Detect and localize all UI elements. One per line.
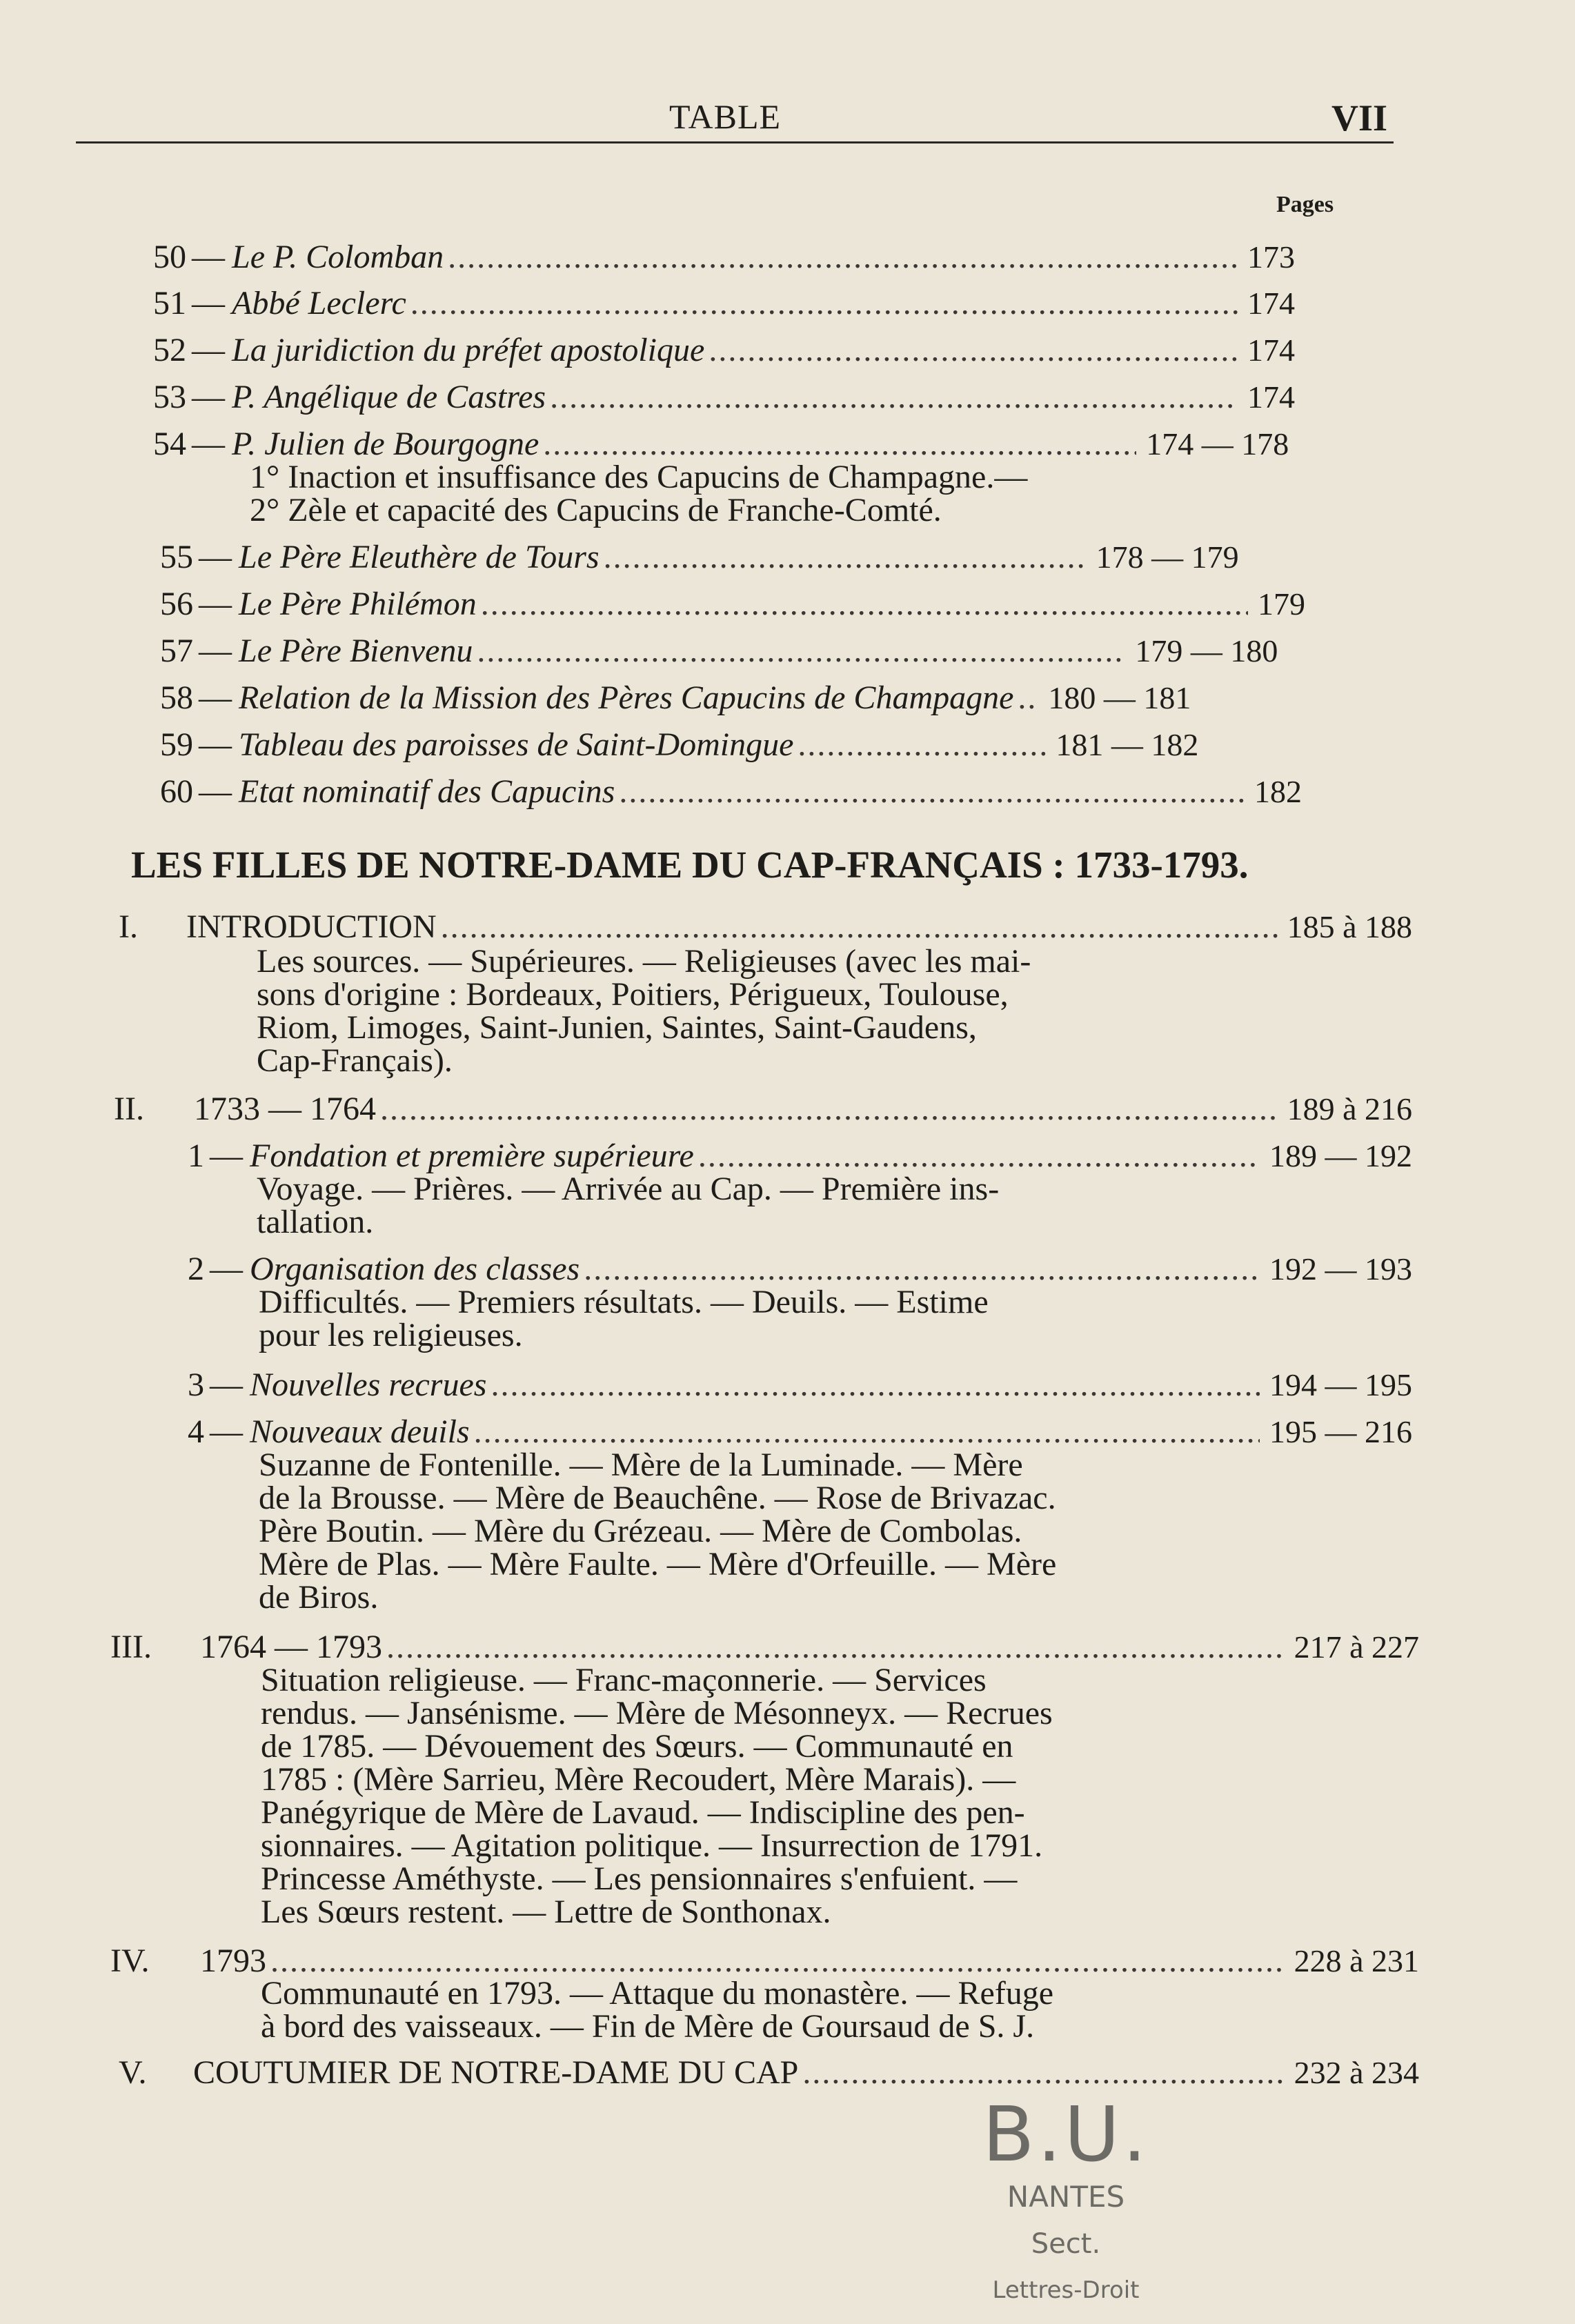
toc-entry-50: 50 — Le P. Colomban ..... 173 [153,238,1295,276]
entry-title: P. Julien de Bourgogne [232,426,539,462]
part-roman-numeral: V. [119,2054,147,2091]
entry-title: Abbé Leclerc [232,285,406,321]
detail-line: Père Boutin. — Mère du Grézeau. — Mère de Combolas. [259,1513,1022,1549]
detail-line: 1785 : (Mère Sarrieu, Mère Recoudert, Mère Marais). — [261,1761,1016,1798]
part-roman-numeral: III. [110,1629,152,1665]
entry-pages: 179 [1258,586,1305,622]
entry-number: 3 [188,1367,204,1403]
detail-line: Suzanne de Fontenille. — Mère de la Luminade. — Mère [259,1447,1023,1483]
part-2-item-1: 1 — Fondation et première supérieure ..... 189 — 192 [188,1137,1412,1175]
entry-number: 57 [160,633,193,669]
part-2-item-2: 2 — Organisation des classes ..... 192 — 193 [188,1250,1412,1288]
entry-title: Fondation et première supérieure [250,1138,694,1174]
entry-title: La juridiction du préfet apostolique [232,332,705,368]
part-pages: 217 à 227 [1294,1629,1419,1665]
entry-title: Etat nominatif des Capucins [239,773,615,810]
detail-line: Cap-Français). [257,1042,453,1079]
toc-entry-55: 55 — Le Père Eleuthère de Tours ..... 178 — 179 [160,538,1405,576]
part-roman-numeral: IV. [110,1943,150,1979]
entry-pages: 174 [1247,332,1295,368]
part-pages: 232 à 234 [1294,2055,1419,2090]
toc-entry-51: 51 — Abbé Leclerc ..... 174 [153,284,1295,322]
entry-number: 59 [160,726,193,763]
part-5-coutumier [119,2054,1419,2092]
entry-pages: 194 — 195 [1269,1367,1412,1402]
entry-title: Tableau des paroisses de Saint-Domingue [239,726,794,763]
detail-line: rendus. — Jansénisme. — Mère de Mésonneyx. — Recrues [261,1695,1053,1731]
entry-number: 51 [153,285,186,321]
detail-line: sionnaires. — Agitation politique. — Insurrection de 1791. [261,1827,1043,1864]
detail-line: à bord des vaisseaux. — Fin de Mère de Goursaud de S. J. [261,2008,1035,2045]
detail-line: de Biros. [259,1579,379,1616]
entry-number: 60 [160,773,193,810]
part-pages: 228 à 231 [1294,1943,1419,1978]
entry-title: P. Angélique de Castres [232,379,546,415]
entry-number: 54 [153,426,186,462]
part-2-item-1-details [257,1173,1226,1239]
entry-title: Relation de la Mission des Pères Capucins de Champagne [239,679,1014,716]
entry-pages: 174 [1247,379,1295,415]
pages-column-label: Pages [1276,192,1334,217]
detail-line: Mère de Plas. — Mère Faulte. — Mère d'Orfeuille. — Mère [259,1546,1057,1582]
entry-pages: 192 — 193 [1269,1251,1412,1287]
entry-number: 53 [153,379,186,415]
part-title: 1733 — 1764 [194,1091,376,1127]
detail-line: Difficultés. — Premiers résultats. — Deuils. — Estime [259,1284,989,1320]
header-rule [76,141,1394,143]
part-1-introduction [119,908,1412,946]
detail-line: de 1785. — Dévouement des Sœurs. — Communauté en [261,1728,1013,1765]
detail-line: 1° Inaction et insuffisance des Capucins de Champagne.— [250,459,1028,495]
detail-line: Riom, Limoges, Saint-Junien, Saintes, Saint-Gaudens, [257,1009,977,1046]
part-title: 1764 — 1793 [200,1629,382,1665]
library-stamp-city: NANTES [1007,2180,1125,2214]
entry-pages: 174 [1247,286,1295,321]
entry-title: Organisation des classes [250,1251,580,1287]
toc-entry-52: 52 — La juridiction du préfet apostolique ..... 174 [153,331,1295,369]
detail-line: Panégyrique de Mère de Lavaud. — Indiscipline des pen- [261,1794,1025,1831]
part-title: COUTUMIER DE NOTRE-DAME DU CAP [193,2054,799,2091]
part-roman-numeral: I. [119,908,138,945]
entry-title: Le Père Bienvenu [239,633,473,669]
part-2-item-4: 4 — Nouveaux deuils ..... 195 — 216 [188,1413,1412,1451]
detail-line: Communauté en 1793. — Attaque du monastère. — Refuge [261,1975,1054,2012]
part-4-details [261,1977,1230,2043]
detail-line: tallation. [257,1204,374,1240]
detail-line: Les Sœurs restent. — Lettre de Sonthonax. [261,1894,831,1930]
entry-number: 1 [188,1138,204,1174]
running-header-title: TABLE [669,97,782,136]
detail-line: Princesse Améthyste. — Les pensionnaires s'enfuient. — [261,1860,1018,1897]
part-title: INTRODUCTION [186,908,437,945]
entry-pages: 181 — 182 [1056,727,1199,762]
entry-pages: 189 — 192 [1269,1138,1412,1173]
toc-entry-56: 56 — Le Père Philémon ..... 179 [160,585,1305,623]
entry-number: 4 [188,1413,204,1450]
toc-entry-60: 60 — Etat nominatif des Capucins ..... 182 [160,773,1302,811]
detail-line: de la Brousse. — Mère de Beauchêne. — Rose de Brivazac. [259,1480,1056,1516]
detail-line: pour les religieuses. [259,1317,523,1353]
entry-54-details [250,461,1229,527]
detail-line: 2° Zèle et capacité des Capucins de Franche-Comté. [250,492,942,528]
entry-pages: 182 [1254,774,1302,809]
entry-title: Nouveaux deuils [250,1413,470,1450]
part-3-1764-1793 [110,1628,1419,1666]
part-pages: 189 à 216 [1287,1091,1412,1126]
entry-pages: 180 — 181 [1048,680,1191,715]
detail-line: Situation religieuse. — Franc-maçonnerie. — Services [261,1662,987,1698]
library-stamp-section: Sect. [1031,2228,1101,2260]
part-1-details [257,945,1222,1077]
part-roman-numeral: II. [114,1091,144,1127]
page-number: VII [1331,97,1388,139]
toc-entry-59: 59 — Tableau des paroisses de Saint-Domingue ..... 181 — 182 [160,726,1405,764]
entry-number: 58 [160,679,193,716]
section-heading: LES FILLES DE NOTRE-DAME DU CAP-FRANÇAIS : 1733-1793. [131,844,1249,886]
entry-pages: 173 [1247,239,1295,275]
entry-pages: 174 — 178 [1146,426,1289,461]
part-3-details [261,1664,1230,1929]
entry-title: Le P. Colomban [232,239,444,275]
entry-pages: 179 — 180 [1135,633,1278,668]
entry-pages: 178 — 179 [1096,539,1239,575]
entry-title: Le Père Eleuthère de Tours [239,539,600,575]
entry-number: 56 [160,586,193,622]
part-2-item-4-details [259,1449,1228,1614]
part-2-item-2-details [259,1286,1225,1352]
part-4-1793 [110,1942,1419,1980]
detail-line: Les sources. — Supérieures. — Religieuses (avec les mai- [257,943,1031,980]
part-pages: 185 à 188 [1287,909,1412,944]
entry-title: Le Père Philémon [239,586,477,622]
toc-entry-58: 58 — Relation de la Mission des Pères Capucins de Champagne ..... 180 — 181 [160,679,1405,717]
toc-entry-53: 53 — P. Angélique de Castres ..... 174 [153,378,1295,416]
entry-title: Nouvelles recrues [250,1367,487,1403]
part-2-item-3: 3 — Nouvelles recrues ..... 194 — 195 [188,1366,1412,1404]
library-stamp-initials: B.U. [982,2090,1149,2178]
detail-line: Voyage. — Prières. — Arrivée au Cap. — Première ins- [257,1171,1000,1207]
part-title: 1793 [200,1943,266,1979]
entry-number: 55 [160,539,193,575]
entry-number: 50 [153,239,186,275]
toc-entry-54: 54 — P. Julien de Bourgogne ..... 174 — 178 [153,425,1403,463]
toc-entry-57: 57 — Le Père Bienvenu ..... 179 — 180 [160,632,1405,670]
library-stamp-department: Lettres-Droit [992,2276,1140,2304]
entry-number: 52 [153,332,186,368]
entry-pages: 195 — 216 [1269,1414,1412,1449]
entry-number: 2 [188,1251,204,1287]
detail-line: sons d'origine : Bordeaux, Poitiers, Périgueux, Toulouse, [257,976,1009,1013]
part-2-1733-1764 [114,1090,1412,1128]
